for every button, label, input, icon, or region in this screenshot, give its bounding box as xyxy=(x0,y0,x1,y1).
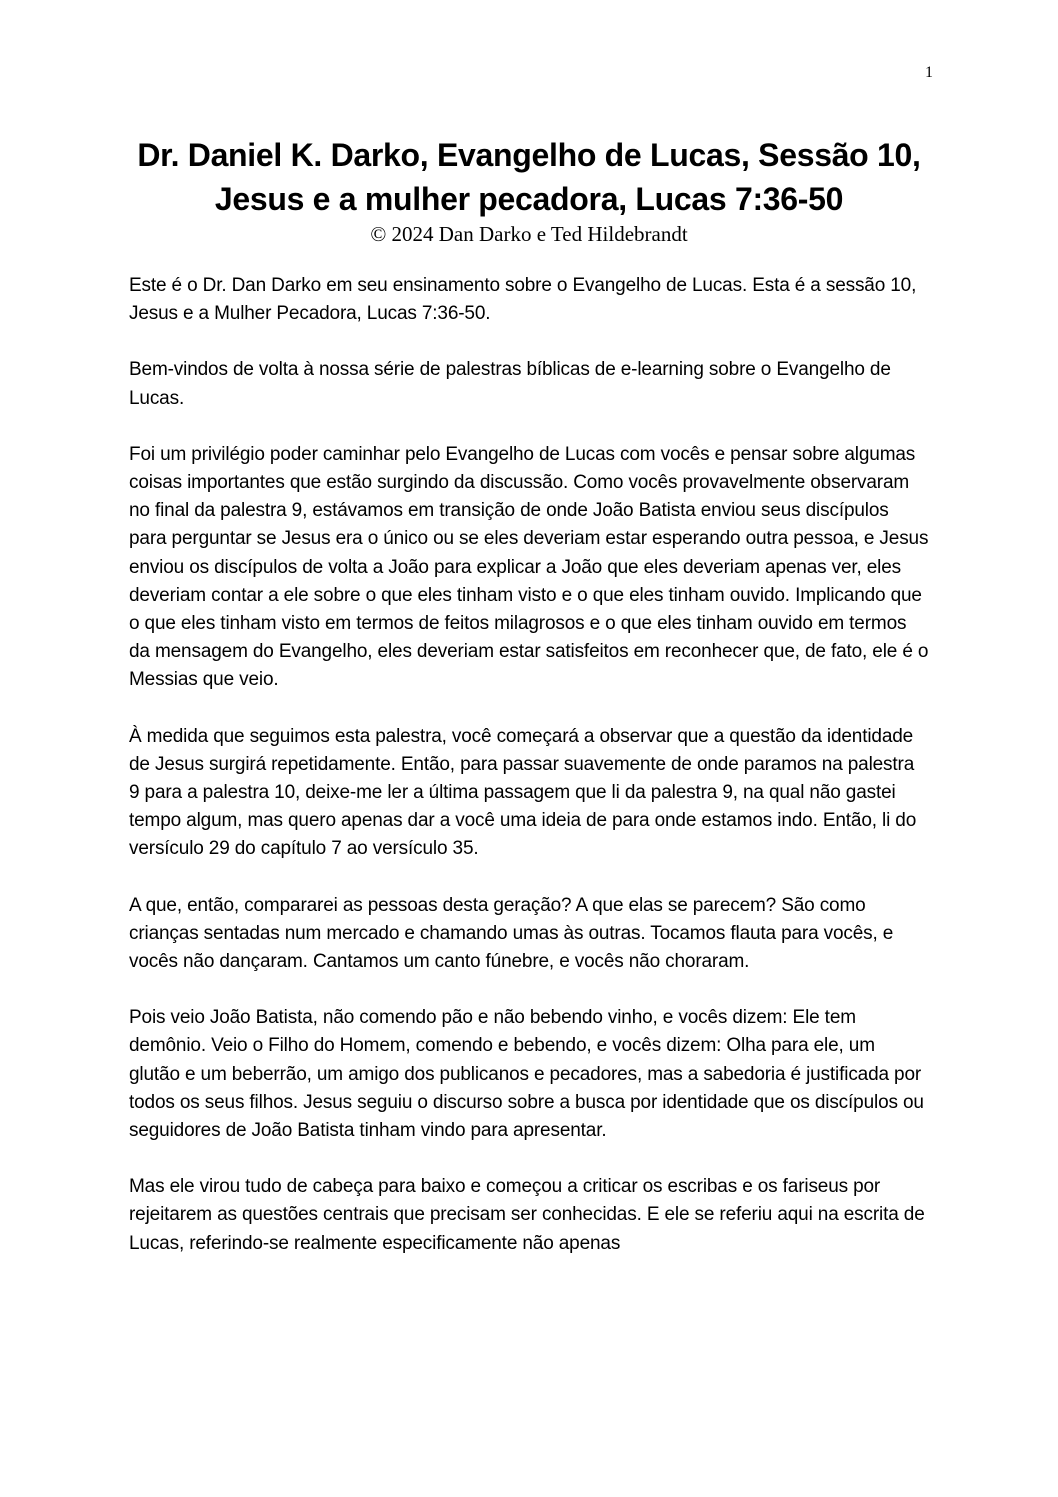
paragraph-4: À medida que seguimos esta palestra, você começará a observar que a questão da identidade de Jesus surgirá repetidamente. Então, para passar suavemente de onde paramos na palestra 9 para a palestra 10, deixe-me ler a última passagem que li da palestra 9, na qual não gastei tempo algum, mas quero apenas dar a você uma ideia de para onde estamos indo. Então, li do versículo 29 do capítulo 7 ao versículo 35. xyxy=(129,725,917,860)
paragraph-7: Mas ele virou tudo de cabeça para baixo e começou a criticar os escribas e os fariseus por rejeitarem as questões centrais que precisam ser conhecidas. E ele se referiu aqui na escrita de Lucas, referindo-se realmente especificamente não apenas xyxy=(129,1176,925,1254)
paragraph-2: Bem-vindos de volta à nossa série de palestras bíblicas de e-learning sobre o Evangelho de Lucas. xyxy=(129,359,891,409)
paragraph-3: Foi um privilégio poder caminhar pelo Evangelho de Lucas com vocês e pensar sobre algumas coisas importantes que estão surgindo da discussão. Como vocês provavelmente observaram no final da palestra 9, estávamos em transição de onde João Batista enviou seus discípulos para perguntar se Jesus era o único ou se eles deveriam estar esperando outra pessoa, e Jesus enviou os discípulos de volta a João para explicar a João que eles deveriam apenas ver, eles deveriam contar a ele sobre o que eles tinham visto e o que eles tinham ouvido. Implicando que o que eles tinham visto em termos de feitos milagrosos e o que eles tinham ouvido em termos da mensagem do Evangelho, eles deveriam estar satisfeitos em reconhecer que, de fato, ele é o Messias que veio. xyxy=(129,443,929,691)
title-line-1: Dr. Daniel K. Darko, Evangelho de Lucas, Sessão 10, xyxy=(137,137,921,173)
title-line-2: Jesus e a mulher pecadora, Lucas 7:36-50 xyxy=(214,181,844,217)
paragraph-5: A que, então, compararei as pessoas desta geração? A que elas se parecem? São como crianças sentadas num mercado e chamando umas às outras. Tocamos flauta para vocês, e vocês não dançaram. Cantamos um canto fúnebre, e vocês não choraram. xyxy=(129,894,894,973)
copyright-line: © 2024 Dan Darko e Ted Hildebrandt xyxy=(370,222,688,246)
document-body xyxy=(129,272,929,1286)
document-title xyxy=(100,133,958,221)
paragraph-6: Pois veio João Batista, não comendo pão e não bebendo vinho, e vocês dizem: Ele tem demônio. Veio o Filho do Homem, comendo e bebendo, e vocês dizem: Olha para ele, um glutão e um beberrão, um amigo dos publicanos e pecadores, mas a sabedoria é justificada por todos os seus filhos. Jesus seguiu o discurso sobre a busca por identidade que os discípulos ou seguidores de João Batista tinham vindo para apresentar. xyxy=(129,1007,924,1142)
paragraph-1: Este é o Dr. Dan Darko em seu ensinamento sobre o Evangelho de Lucas. Esta é a sessão 10, Jesus e a Mulher Pecadora, Lucas 7:36-50. xyxy=(129,275,917,325)
page-number: 1 xyxy=(925,64,933,81)
